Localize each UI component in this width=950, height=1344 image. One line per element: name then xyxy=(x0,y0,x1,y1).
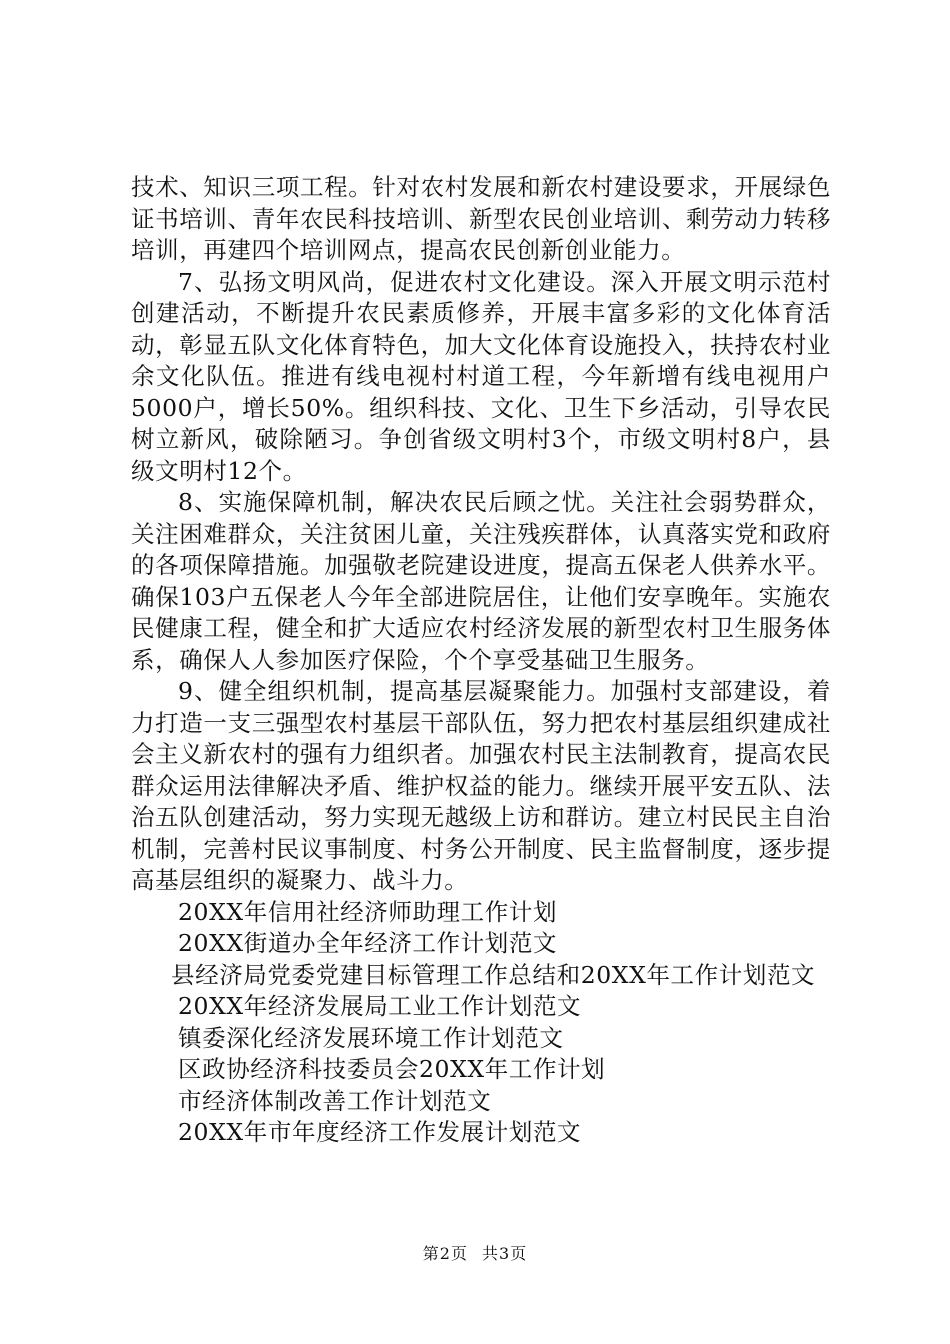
related-link[interactable]: 镇委深化经济发展环境工作计划范文 xyxy=(178,1023,564,1052)
paragraph-item-9: 9、健全组织机制，提高基层凝聚能力。加强村支部建设，着力打造一支三强型农村基层干部队伍，努力把农村基层组织建成社会主义新农村的强有力组织者。加强农村民主法制教育，提高农民群众运用法律解决矛盾、维护权益的能力。继续开展平安五队、法治五队创建活动，努力实现无越级上访和群访。建立村民民主自治机制，完善村民议事制度、村务公开制度、民主监督制度，逐步提高基层组织的凝聚力、战斗力。 xyxy=(131,677,831,894)
related-links-list xyxy=(131,897,831,1149)
paragraph-item-7: 7、弘扬文明风尚，促进农村文化建设。深入开展文明示范村创建活动，不断提升农民素质修养，开展丰富多彩的文化体育活动，彰显五队文化体育特色，加大文化体育设施投入，扶持农村业余文化队伍。推进有线电视村村道工程，今年新增有线电视用户5000户，增长50%。组织科技、文化、卫生下乡活动，引导农民树立新风，破除陋习。争创省级文明村3个，市级文明村8户，县级文明村12个。 xyxy=(131,267,831,485)
paragraph-continuation: 技术、知识三项工程。针对农村发展和新农村建设要求，开展绿色证书培训、青年农民科技培训、新型农民创业培训、剩劳动力转移培训，再建四个培训网点，提高农民创新创业能力。 xyxy=(131,173,831,264)
related-link[interactable]: 市经济体制改善工作计划范文 xyxy=(178,1086,492,1115)
related-link[interactable]: 20XX年市年度经济工作发展计划范文 xyxy=(178,1118,582,1146)
related-link[interactable]: 20XX年信用社经济师助理工作计划 xyxy=(178,897,558,926)
paragraph-item-8: 8、实施保障机制，解决农民后顾之忧。关注社会弱势群众，关注困难群众，关注贫困儿童，关注残疾群体，认真落实党和政府的各项保障措施。加强敬老院建设进度，提高五保老人供养水平。确保103户五保老人今年全部进院居住，让他们安享晚年。实施农民健康工程，健全和扩大适应农村经济发展的新型农村卫生服务体系，确保人人参加医疗保险，个个享受基础卫生服务。 xyxy=(131,488,831,674)
related-link[interactable]: 区政协经济科技委员会20XX年工作计划 xyxy=(178,1055,606,1083)
related-link[interactable]: 20XX街道办全年经济工作计划范文 xyxy=(178,929,558,957)
related-link[interactable]: 县经济局党委党建目标管理工作总结和20XX年工作计划范文 xyxy=(171,960,816,989)
page-number: 第2页 xyxy=(422,1244,468,1263)
related-link[interactable]: 20XX年经济发展局工业工作计划范文 xyxy=(178,992,582,1020)
page-total: 共3页 xyxy=(482,1244,528,1263)
page-footer xyxy=(0,1241,950,1264)
document-body xyxy=(131,172,831,1149)
